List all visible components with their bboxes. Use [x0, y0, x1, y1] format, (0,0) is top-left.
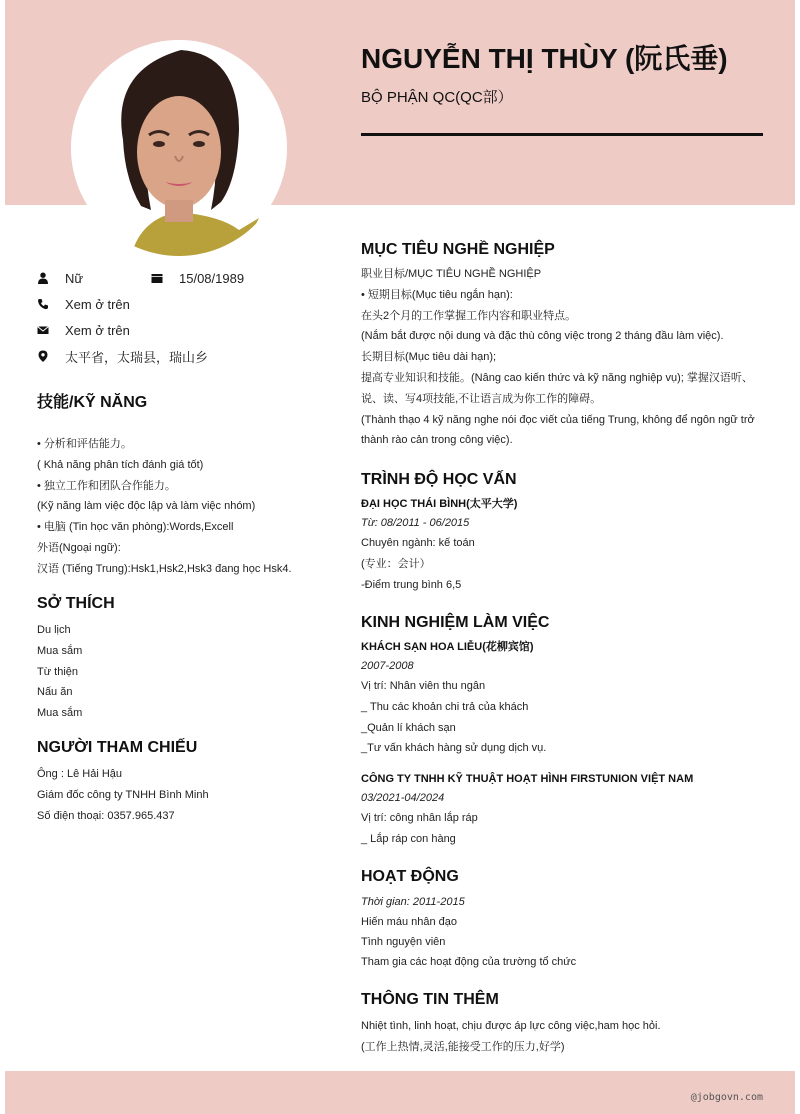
job-company: KHÁCH SẠN HOA LIỄU(花柳宾馆)	[361, 641, 534, 653]
education-entry	[361, 495, 517, 595]
education-period: Từ: 08/2011 - 06/2015	[361, 517, 470, 529]
phone-row	[37, 296, 130, 312]
objective-line: (Nắm bắt được nội dung và đặc thù công việc trong 2 tháng đầu làm việc).	[361, 330, 724, 343]
skills-line: 外语(Ngoại ngữ):	[37, 541, 121, 554]
reference-line: Giám đốc công ty TNHH Bình Minh	[37, 788, 209, 801]
activities-heading: HOẠT ĐỘNG	[361, 868, 459, 885]
education-line: (专业：会计）	[361, 557, 431, 570]
hobby-item: Nấu ăn	[37, 686, 73, 699]
additional-line: (工作上热情,灵活,能接受工作的压力,好学)	[361, 1040, 565, 1053]
additional-line: Nhiệt tình, linh hoạt, chịu được áp lực công việc,ham học hỏi.	[361, 1020, 661, 1032]
address-value: 太平省，太瑞县，瑞山乡	[65, 349, 209, 365]
reference-line: Số điện thoại: 0357.965.437	[37, 809, 175, 822]
location-pin-icon	[37, 350, 49, 362]
hobby-item: Mua sắm	[37, 707, 83, 720]
phone-icon	[37, 298, 49, 310]
hobby-item: Mua sắm	[37, 644, 83, 657]
birthdate-row	[151, 270, 245, 286]
objective-line: 说、读、写4项技能,不让语言成为你工作的障碍。	[361, 392, 602, 405]
job-line: _ Lắp ráp con hàng	[361, 832, 456, 845]
address-row	[37, 349, 209, 365]
objective-line: 在头2个月的工作掌握工作内容和职业特点。	[361, 309, 577, 322]
footer-watermark: @jobgovn.com	[690, 1092, 763, 1103]
job-line: Vị trí: Nhân viên thu ngân	[361, 680, 486, 692]
skills-line: 汉语 (Tiếng Trung):Hsk1,Hsk2,Hsk3 đang học Hsk4.	[37, 562, 292, 575]
header-divider	[361, 133, 763, 136]
birthdate-value: 15/08/1989	[179, 270, 245, 286]
portrait-image	[71, 40, 287, 256]
activities-period: Thời gian: 2011-2015	[361, 896, 465, 908]
profile-photo	[71, 40, 287, 256]
hobbies-list	[37, 620, 82, 724]
skills-line: (Kỹ năng làm việc độc lập và làm việc nhóm)	[37, 500, 256, 513]
person-icon	[37, 272, 49, 284]
objective-line: 职业目标/MỤC TIÊU NGHỀ NGHIỆP	[361, 268, 542, 280]
email-row	[37, 322, 130, 338]
hobby-item: Du lịch	[37, 624, 71, 636]
footer-band	[5, 1071, 795, 1114]
activity-line: Tình nguyện viên	[361, 936, 446, 948]
references-list	[37, 764, 209, 826]
email-icon	[37, 324, 49, 336]
gender-value: Nữ	[65, 270, 84, 286]
job-period: 2007-2008	[361, 660, 414, 672]
job-line: _Tư vấn khách hàng sử dụng dịch vụ.	[361, 742, 547, 755]
skills-line: • 电脑 (Tin học văn phòng):Words,Excell	[37, 521, 234, 534]
education-line: -Điểm trung bình 6,5	[361, 578, 462, 591]
experience-heading: KINH NGHIỆM LÀM VIỆC	[361, 614, 550, 631]
calendar-icon	[151, 272, 163, 284]
job-company: CÔNG TY TNHH KỸ THUẬT HOẠT HÌNH FIRSTUNION VIỆT NAM	[361, 773, 694, 785]
contact-info	[37, 272, 327, 372]
job-line: _ Thu các khoản chi trả của khách	[361, 700, 529, 713]
activity-line: Hiến máu nhân đạo	[361, 916, 458, 928]
job-period: 03/2021-04/2024	[361, 792, 445, 804]
email-value: Xem ở trên	[65, 322, 130, 338]
additional-text	[361, 1016, 661, 1058]
skills-line: ( Khả năng phân tích đánh giá tốt)	[37, 458, 204, 471]
education-line: Chuyên ngành: kế toán	[361, 537, 475, 549]
skills-line: • 分析和评估能力。	[37, 438, 132, 450]
reference-line: Ông : Lê Hải Hậu	[37, 768, 122, 780]
references-heading: NGƯỜI THAM CHIẾU	[37, 739, 198, 756]
objective-line: thành rào cản trong công việc).	[361, 434, 513, 447]
education-heading: TRÌNH ĐỘ HỌC VẤN	[361, 471, 517, 488]
objective-text	[361, 264, 771, 451]
phone-value: Xem ở trên	[65, 296, 130, 312]
skills-heading: 技能/KỸ NĂNG	[37, 394, 148, 411]
skills-list	[37, 434, 292, 580]
additional-heading: THÔNG TIN THÊM	[361, 991, 499, 1008]
department: BỘ PHẬN QC(QC部）	[361, 89, 513, 106]
objective-heading: MỤC TIÊU NGHỀ NGHIỆP	[361, 241, 555, 258]
job-entry	[361, 770, 693, 850]
hobbies-heading: SỞ THÍCH	[37, 595, 115, 612]
objective-line: 长期目标(Mục tiêu dài hạn);	[361, 351, 497, 364]
job-line: Vị trí: công nhân lắp ráp	[361, 812, 478, 824]
skills-line: • 独立工作和团队合作能力。	[37, 479, 176, 492]
job-entry	[361, 638, 546, 759]
candidate-name: NGUYỄN THỊ THÙY (阮氏垂)	[361, 43, 728, 74]
hobby-item: Từ thiện	[37, 665, 78, 678]
activities-list	[361, 892, 576, 973]
school-name: ĐẠI HỌC THÁI BÌNH(太平大学)	[361, 498, 518, 510]
objective-line: 提高专业知识和技能。(Nâng cao kiến thức và kỹ năng nghiệp vụ); 掌握汉语听、	[361, 371, 753, 384]
job-line: _Quản lí khách sạn	[361, 721, 456, 734]
activity-line: Tham gia các hoạt động của trường tổ chức	[361, 956, 577, 968]
objective-line: (Thành thạo 4 kỹ năng nghe nói đọc viết của tiếng Trung, không để ngôn ngữ trở	[361, 413, 755, 426]
gender-row	[37, 270, 84, 286]
objective-line: • 短期目标(Mục tiêu ngắn hạn):	[361, 288, 513, 301]
